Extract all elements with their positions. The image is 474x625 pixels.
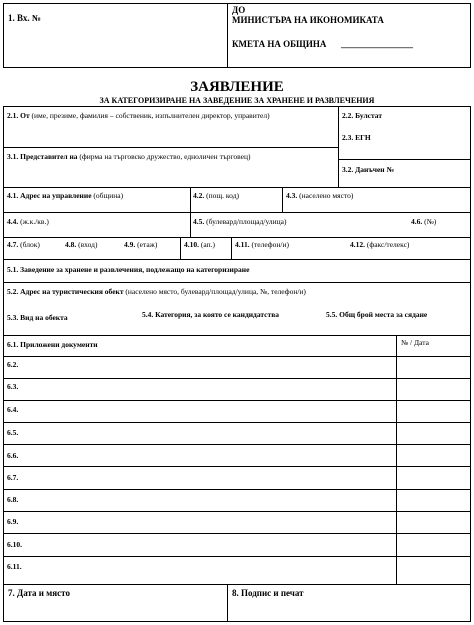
divider	[3, 511, 471, 512]
establishment-address-field[interactable]	[7, 288, 306, 296]
bulstat-label: 2.2. Булстат	[342, 111, 383, 120]
street-number-hint: (№)	[424, 217, 437, 226]
district-label: 4.4.	[7, 217, 19, 226]
divider	[3, 466, 471, 467]
fax-field[interactable]	[350, 241, 409, 249]
date-place-label: 7. Дата и място	[8, 588, 70, 598]
representative-label: 3.1. Представител на	[7, 152, 78, 161]
document-row[interactable]: 6.7.	[7, 473, 19, 482]
phone-field[interactable]	[235, 241, 289, 249]
divider	[3, 237, 471, 238]
signature-label: 8. Подпис и печат	[232, 588, 304, 598]
district-hint: (ж.к./кв.)	[20, 217, 49, 226]
establishment-address-hint: (населено място, булевард/площад/улица, №, телефон/и)	[125, 287, 306, 296]
postcode-hint: (пощ. код)	[206, 191, 240, 200]
street-hint: (булевард/площад/улица)	[206, 217, 287, 226]
divider	[338, 159, 471, 160]
establishment-type-field[interactable]: 5.3. Вид на обекта	[7, 313, 68, 322]
divider	[3, 356, 471, 357]
floor-field[interactable]	[124, 241, 157, 249]
phone-hint: (телефон/и)	[251, 240, 289, 249]
fax-label: 4.12.	[350, 240, 365, 249]
document-row[interactable]: 6.6.	[7, 451, 19, 460]
divider	[3, 422, 471, 423]
document-row[interactable]: 6.5.	[7, 428, 19, 437]
from-label: 2.1. От	[7, 111, 30, 120]
document-row[interactable]: 6.4.	[7, 405, 19, 414]
divider	[396, 335, 397, 585]
from-hint: (име, презиме, фамилия – собственик, изпълнителен директор, управител)	[31, 111, 270, 120]
block-label: 4.7.	[7, 240, 19, 249]
divider	[3, 259, 471, 260]
apartment-hint: (ап.)	[200, 240, 215, 249]
divider	[180, 237, 181, 259]
street-number-field[interactable]	[411, 218, 436, 226]
divider	[3, 378, 471, 379]
from-field[interactable]	[7, 112, 270, 120]
representative-field[interactable]	[7, 153, 250, 161]
divider	[3, 212, 471, 213]
floor-hint: (етаж)	[137, 240, 158, 249]
document-title: ЗАЯВЛЕНИЕ	[190, 79, 284, 95]
document-row[interactable]: 6.3.	[7, 382, 19, 391]
category-field[interactable]: 5.4. Категория, за която се кандидатства	[142, 310, 279, 319]
entrance-hint: (вход)	[78, 240, 98, 249]
divider	[231, 237, 232, 259]
block-hint: (блок)	[20, 240, 40, 249]
apartment-label: 4.10.	[184, 240, 199, 249]
divider	[3, 282, 471, 283]
place-label: 4.3.	[286, 191, 298, 200]
establishment-address-label: 5.2. Адрес на туристическия обект	[7, 287, 124, 296]
management-address-label: 4.1. Адрес на управление	[7, 191, 92, 200]
document-row[interactable]: 6.9.	[7, 517, 19, 526]
floor-label: 4.9.	[124, 240, 136, 249]
district-field[interactable]	[7, 218, 49, 226]
number-date-header: № / Дата	[401, 338, 429, 347]
establishment-name-field[interactable]: 5.1. Заведение за хранене и развлечения, подлежащо на категоризиране	[7, 265, 250, 274]
divider	[3, 533, 471, 534]
document-row[interactable]: 6.11.	[7, 562, 22, 571]
document-row[interactable]: 6.10.	[7, 540, 22, 549]
divider	[3, 335, 471, 336]
management-address-hint: (община)	[93, 191, 124, 200]
document-row[interactable]: 6.8.	[7, 495, 19, 504]
street-field[interactable]	[193, 218, 287, 226]
documents-header: 6.1. Приложени документи	[7, 340, 98, 349]
seats-field[interactable]: 5.5. Общ брой места за сядане	[326, 310, 428, 319]
divider	[282, 187, 283, 212]
divider	[3, 556, 471, 557]
divider	[3, 147, 338, 148]
divider	[3, 187, 471, 188]
apartment-field[interactable]	[184, 241, 215, 249]
tax-number-label: 3.2. Данъчен №	[342, 165, 395, 174]
street-label: 4.5.	[193, 217, 205, 226]
street-number-label: 4.6.	[411, 217, 423, 226]
divider	[338, 106, 339, 187]
phone-label: 4.11.	[235, 240, 250, 249]
addressee-box	[227, 3, 471, 68]
postcode-label: 4.2.	[193, 191, 205, 200]
place-field[interactable]	[286, 192, 353, 200]
entrance-field[interactable]	[65, 241, 97, 249]
fax-hint: (факс/телекс)	[366, 240, 410, 249]
incoming-number-label: 1. Вх. №	[8, 13, 41, 23]
to-label: ДО	[232, 5, 246, 15]
document-subtitle: ЗА КАТЕГОРИЗИРАНЕ НА ЗАВЕДЕНИЕ ЗА ХРАНЕНЕ И РАЗВЛЕЧЕНИЯ	[99, 96, 375, 105]
divider	[190, 187, 191, 237]
entrance-label: 4.8.	[65, 240, 77, 249]
mayor-municipality-field[interactable]: ________________	[341, 39, 413, 49]
ministry-label: МИНИСТЪРА НА ИКОНОМИКАТА	[232, 15, 384, 25]
management-address-field[interactable]	[7, 192, 123, 200]
block-field[interactable]	[7, 241, 40, 249]
divider	[3, 489, 471, 490]
divider	[3, 444, 471, 445]
document-row[interactable]: 6.2.	[7, 360, 19, 369]
place-hint: (населено място)	[299, 191, 354, 200]
representative-hint: (фирма на търговско дружество, едноличен търговец)	[79, 152, 251, 161]
divider	[3, 400, 471, 401]
postcode-field[interactable]	[193, 192, 239, 200]
egn-label: 2.3. ЕГН	[342, 133, 371, 142]
mayor-label: КМЕТА НА ОБЩИНА	[232, 39, 327, 49]
